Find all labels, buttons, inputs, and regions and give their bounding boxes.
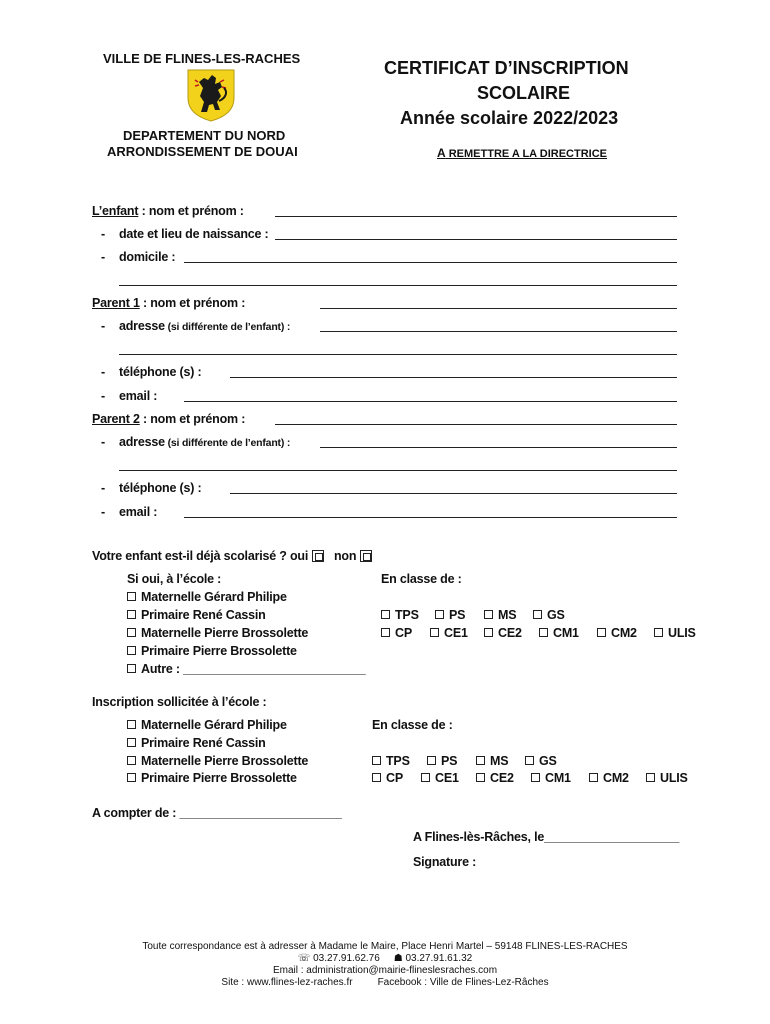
checkbox[interactable]	[381, 610, 390, 619]
checkbox[interactable]	[421, 773, 430, 782]
current-class-label: En classe de :	[381, 572, 462, 586]
current-class-cp[interactable]: CP	[381, 626, 412, 640]
checkbox[interactable]	[539, 628, 548, 637]
request-label: Inscription sollicitée à l’école :	[92, 695, 267, 709]
current-class-cm2[interactable]: CM2	[597, 626, 637, 640]
checkbox[interactable]	[435, 610, 444, 619]
parent2-address-field-2[interactable]	[119, 470, 677, 471]
checkbox[interactable]	[127, 738, 136, 747]
parent2-name-field[interactable]	[275, 424, 677, 425]
signature-label: Signature :	[413, 855, 477, 869]
parent2-label: Parent 2 : nom et prénom :	[92, 412, 246, 426]
schooled-no-checkbox[interactable]	[360, 550, 372, 562]
checkbox[interactable]	[372, 756, 381, 765]
parent2-phone-label: téléphone (s) :	[119, 481, 202, 495]
current-school-option[interactable]: Maternelle Gérard Philipe	[127, 590, 287, 604]
footer-contacts: ☏ 03.27.91.62.76 ☗ 03.27.91.61.32	[297, 953, 473, 964]
request-class-gs[interactable]: GS	[525, 754, 557, 768]
checkbox[interactable]	[589, 773, 598, 782]
checkbox[interactable]	[531, 773, 540, 782]
schooled-question: Votre enfant est-il déjà scolarisé ? oui non	[92, 549, 372, 563]
footer-address: Toute correspondance est à adresser à Madame le Maire, Place Henri Martel – 59148 FLINES-LES-RACHES	[142, 941, 628, 952]
request-school-option[interactable]: Maternelle Pierre Brossolette	[127, 754, 308, 768]
request-school-option[interactable]: Primaire René Cassin	[127, 736, 266, 750]
current-class-gs[interactable]: GS	[533, 608, 565, 622]
parent1-email-field[interactable]	[184, 401, 677, 402]
current-school-option[interactable]: Primaire Pierre Brossolette	[127, 644, 297, 658]
child-birth-label: date et lieu de naissance :	[119, 227, 269, 241]
request-class-ps[interactable]: PS	[427, 754, 457, 768]
checkbox[interactable]	[430, 628, 439, 637]
dash: -	[101, 319, 105, 333]
parent2-email-label: email :	[119, 505, 158, 519]
checkbox[interactable]	[484, 610, 493, 619]
schooled-no-label: non	[333, 549, 357, 563]
current-class-ce1[interactable]: CE1	[430, 626, 468, 640]
child-home-label: domicile :	[119, 250, 176, 264]
dash: -	[101, 227, 105, 241]
request-class-cm2[interactable]: CM2	[589, 771, 629, 785]
current-class-ulis[interactable]: ULIS	[654, 626, 696, 640]
parent2-address-field[interactable]	[320, 447, 677, 448]
coat-of-arms-icon	[186, 68, 236, 122]
parent1-address-field[interactable]	[320, 331, 677, 332]
dash: -	[101, 365, 105, 379]
parent1-address-label: adresse (si différente de l’enfant) :	[119, 319, 291, 333]
parent2-phone-field[interactable]	[230, 493, 677, 494]
parent1-label: Parent 1 : nom et prénom :	[92, 296, 246, 310]
child-label: L’enfant : nom et prénom :	[92, 204, 244, 218]
start-date[interactable]: A compter de : ________________________	[92, 806, 342, 820]
dash: -	[101, 250, 105, 264]
child-home-field[interactable]	[184, 262, 677, 263]
checkbox[interactable]	[654, 628, 663, 637]
request-class-ms[interactable]: MS	[476, 754, 508, 768]
checkbox[interactable]	[484, 628, 493, 637]
parent1-phone-label: téléphone (s) :	[119, 365, 202, 379]
department: DEPARTEMENT DU NORD	[123, 128, 286, 143]
checkbox[interactable]	[127, 773, 136, 782]
child-home-field-2[interactable]	[119, 285, 677, 286]
checkbox[interactable]	[127, 610, 136, 619]
checkbox[interactable]	[597, 628, 606, 637]
current-class-ps[interactable]: PS	[435, 608, 465, 622]
request-class-ulis[interactable]: ULIS	[646, 771, 688, 785]
current-class-ms[interactable]: MS	[484, 608, 516, 622]
checkbox[interactable]	[533, 610, 542, 619]
current-school-label: Si oui, à l’école :	[127, 572, 222, 586]
page-title: CERTIFICAT D’INSCRIPTION	[384, 58, 629, 78]
parent2-email-field[interactable]	[184, 517, 677, 518]
request-class-tps[interactable]: TPS	[372, 754, 410, 768]
request-class-cp[interactable]: CP	[372, 771, 403, 785]
schooled-yes-checkbox[interactable]	[312, 550, 324, 562]
current-school-option[interactable]: Primaire René Cassin	[127, 608, 266, 622]
schooled-yes-label: oui	[290, 549, 309, 563]
facebook-link[interactable]: Facebook : Ville de Flines-Lez-Râches	[377, 977, 549, 988]
dash: -	[101, 505, 105, 519]
fax-icon: ☗	[393, 953, 403, 964]
child-birth-field[interactable]	[275, 239, 677, 240]
page-title-line2: SCOLAIRE	[477, 83, 571, 103]
parent2-address-label: adresse (si différente de l’enfant) :	[119, 435, 291, 449]
checkbox[interactable]	[127, 592, 136, 601]
parent1-email-label: email :	[119, 389, 158, 403]
checkbox[interactable]	[127, 628, 136, 637]
current-class-tps[interactable]: TPS	[381, 608, 419, 622]
dash: -	[101, 481, 105, 495]
request-class-label: En classe de :	[372, 718, 453, 732]
checkbox[interactable]	[476, 756, 485, 765]
checkbox[interactable]	[127, 646, 136, 655]
request-school-option[interactable]: Maternelle Gérard Philipe	[127, 718, 287, 732]
phone-icon: ☏	[297, 953, 311, 964]
current-class-ce2[interactable]: CE2	[484, 626, 522, 640]
request-class-ce1[interactable]: CE1	[421, 771, 459, 785]
request-class-cm1[interactable]: CM1	[531, 771, 571, 785]
return-note: A REMETTRE A LA DIRECTRICE	[437, 146, 608, 160]
current-class-cm1[interactable]: CM1	[539, 626, 579, 640]
footer-email[interactable]: Email : administration@mairie-flineslesraches.com	[272, 965, 498, 976]
town-name: VILLE DE FLINES-LES-RACHES	[103, 51, 301, 66]
parent1-address-field-2[interactable]	[119, 354, 677, 355]
child-name-field[interactable]	[275, 216, 677, 217]
school-year: Année scolaire 2022/2023	[400, 108, 619, 128]
site-link[interactable]: Site : www.flines-lez-raches.fr	[221, 977, 353, 988]
request-class-ce2[interactable]: CE2	[476, 771, 514, 785]
checkbox[interactable]	[372, 773, 381, 782]
checkbox[interactable]	[127, 756, 136, 765]
checkbox[interactable]	[427, 756, 436, 765]
district: ARRONDISSEMENT DE DOUAI	[107, 144, 298, 159]
dash: -	[101, 389, 105, 403]
checkbox[interactable]	[525, 756, 534, 765]
current-school-other[interactable]: Autre : ___________________________	[127, 662, 365, 676]
parent1-phone-field[interactable]	[230, 377, 677, 378]
checkbox[interactable]	[127, 664, 136, 673]
current-school-option[interactable]: Maternelle Pierre Brossolette	[127, 626, 308, 640]
checkbox[interactable]	[127, 720, 136, 729]
dash: -	[101, 435, 105, 449]
footer-links	[0, 977, 770, 988]
request-school-option[interactable]: Primaire Pierre Brossolette	[127, 771, 297, 785]
place-date[interactable]: A Flines-lès-Râches, le____________________	[413, 830, 680, 844]
checkbox[interactable]	[646, 773, 655, 782]
parent1-name-field[interactable]	[320, 308, 677, 309]
checkbox[interactable]	[381, 628, 390, 637]
checkbox[interactable]	[476, 773, 485, 782]
